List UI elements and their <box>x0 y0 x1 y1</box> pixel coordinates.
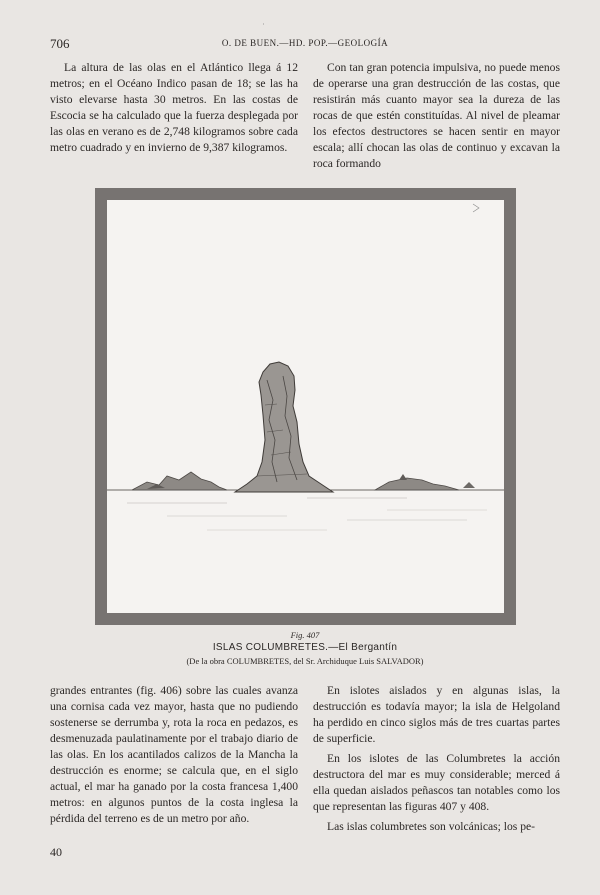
text-column-bottom-left <box>50 683 298 827</box>
page-header <box>50 36 560 52</box>
paragraph: grandes entrantes (fig. 406) sobre las cuales avanza una cornisa cada vez mayor, hasta que no pudiendo sostenerse se derrumba y, rota la roca en pedazos, es desmenuzada paulatinamente por el trabajo diario de las olas. En los acantilados calizos de la Mancha la destrucción es enorme; se calcula que, en el siglo actual, el mar ha ganado por la costa francesa 1,400 metros: en algunos puntos de la costa inglesa la pérdida del terreno es de un metro por año. <box>50 684 298 825</box>
paragraph: En islotes aislados y en algunas islas, la destrucción es todavía mayor; la isla de Helgoland ha perdido en cinco siglos más de tres cuartas partes de superficie. <box>313 684 560 745</box>
sea-stack-engraving <box>107 200 504 613</box>
signature-mark: 40 <box>50 845 62 859</box>
text-column-top-right <box>313 60 560 172</box>
text-column-bottom-right <box>313 683 560 839</box>
paragraph: En los islotes de las Columbretes la acción destructora del mar es muy considerable; merced á ella quedan aislados peñascos tan notables como los que representan las figuras 407 y 408. <box>313 752 560 813</box>
paragraph: Las islas columbretes son volcánicas; los pe- <box>327 820 535 833</box>
paragraph: Con tan gran potencia impulsiva, no puede menos de operarse una gran destrucción de las costas, que resistirán más cuanto mayor sea la dureza de las rocas de que estén constituídas. Al nivel de pleamar los efectos destructores se hacen sentir en mayor escala; allí chocan las olas de continuo y excavan la roca formando <box>313 61 560 170</box>
print-mark: ʿ <box>262 22 265 32</box>
page-number: 706 <box>50 36 70 51</box>
figure-number: Fig. 407 <box>290 630 320 640</box>
paragraph: La altura de las olas en el Atlántico llega á 12 metros; en el Océano Indico pasan de 18; se las ha visto elevarse hasta 30 metros. En las costas de Escocia se ha calculado que la fuerza desplegada por las olas en verano es de 2,748 kilogramos sobre cada metro cuadrado y en invierno de 9,387 kilogramos. <box>50 61 298 154</box>
running-head: O. DE BUEN.—HD. POP.—GEOLOGÍA <box>221 38 389 48</box>
text-column-top-left <box>50 60 298 156</box>
figure-illustration <box>107 200 504 613</box>
figure-source: (De la obra COLUMBRETES, del Sr. Archiduque Luis SALVADOR) <box>186 656 424 666</box>
figure-frame <box>95 188 516 625</box>
figure-caption: ISLAS COLUMBRETES.—El Bergantín <box>212 642 398 653</box>
